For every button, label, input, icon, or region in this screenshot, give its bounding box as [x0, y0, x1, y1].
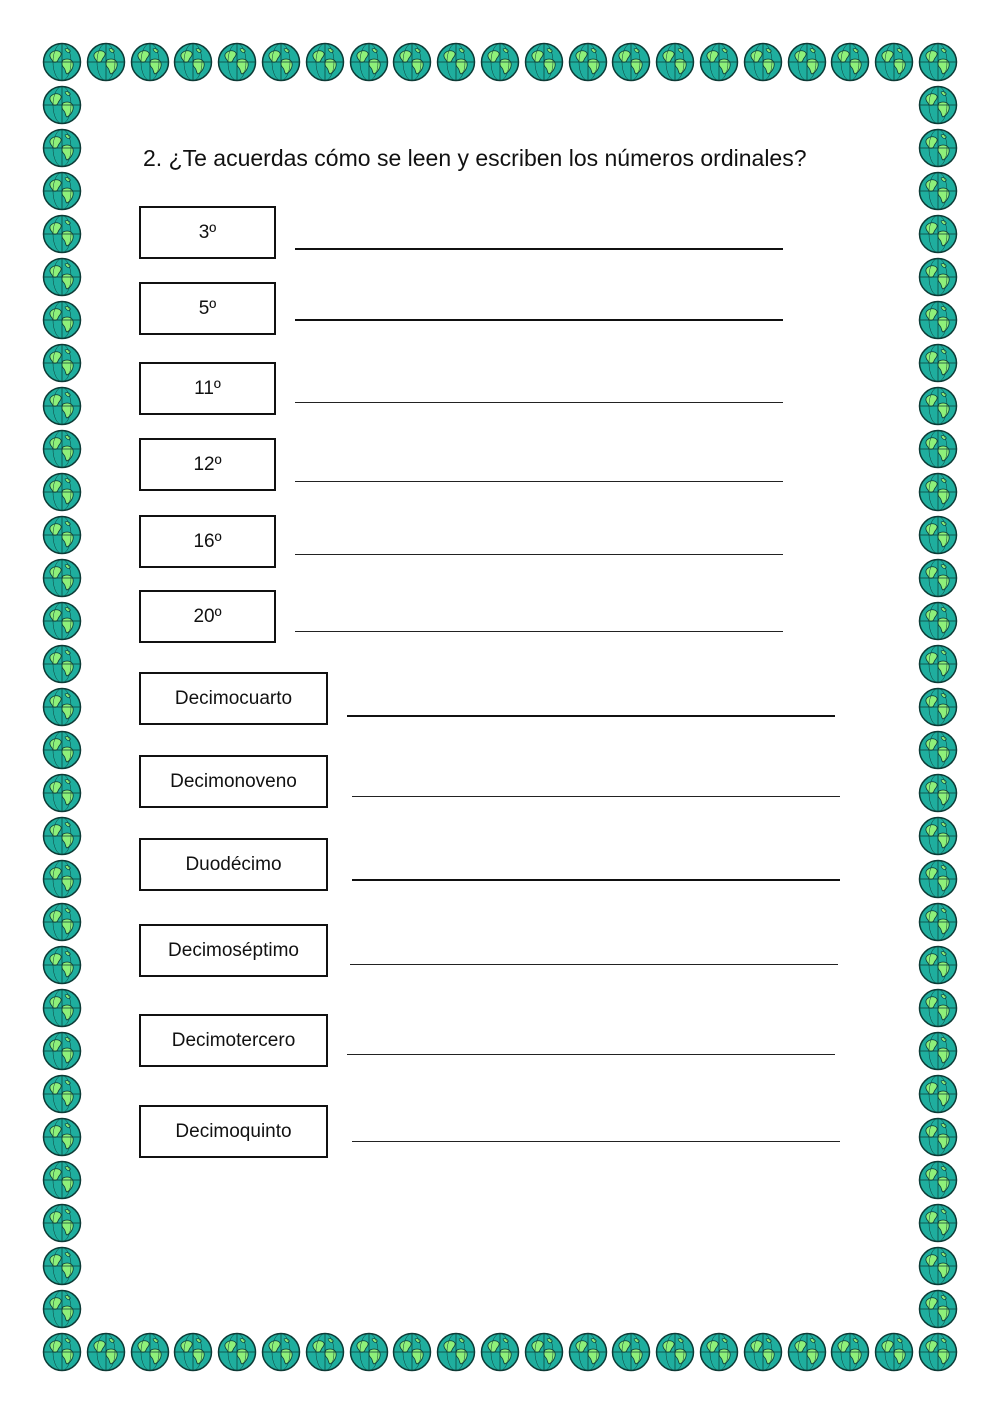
- answer-line[interactable]: [347, 715, 835, 717]
- globe-icon: [42, 945, 82, 985]
- globe-icon: [42, 902, 82, 942]
- globe-icon: [42, 859, 82, 899]
- globe-icon: [42, 1031, 82, 1071]
- ordinal-label: Decimoséptimo: [168, 940, 299, 961]
- globe-icon: [42, 42, 82, 82]
- globe-icon: [918, 773, 958, 813]
- answer-line[interactable]: [295, 319, 783, 321]
- globe-icon: [42, 171, 82, 211]
- answer-line[interactable]: [350, 964, 838, 965]
- globe-icon: [787, 1332, 827, 1372]
- globe-icon: [874, 42, 914, 82]
- globe-icon: [524, 42, 564, 82]
- globe-icon: [918, 257, 958, 297]
- globe-icon: [918, 85, 958, 125]
- globe-icon: [918, 687, 958, 727]
- globe-icon: [918, 515, 958, 555]
- globe-icon: [173, 42, 213, 82]
- globe-icon: [830, 42, 870, 82]
- globe-icon: [130, 1332, 170, 1372]
- globe-icon: [42, 429, 82, 469]
- globe-icon: [918, 816, 958, 856]
- globe-icon: [568, 1332, 608, 1372]
- globe-icon: [918, 945, 958, 985]
- ordinal-label: Duodécimo: [185, 854, 282, 875]
- globe-icon: [830, 1332, 870, 1372]
- globe-icon: [217, 42, 257, 82]
- answer-line[interactable]: [352, 879, 840, 881]
- globe-icon: [392, 1332, 432, 1372]
- globe-icon: [918, 128, 958, 168]
- globe-icon: [480, 1332, 520, 1372]
- globe-icon: [42, 300, 82, 340]
- globe-icon: [655, 42, 695, 82]
- globe-icon: [918, 558, 958, 598]
- globe-icon: [918, 472, 958, 512]
- globe-icon: [918, 42, 958, 82]
- globe-icon: [480, 42, 520, 82]
- ordinal-label: Decimotercero: [171, 1030, 296, 1051]
- globe-icon: [436, 1332, 476, 1372]
- globe-icon: [261, 42, 301, 82]
- ordinal-label-box: [139, 755, 328, 808]
- ordinal-label: 11º: [194, 378, 221, 399]
- globe-icon: [743, 42, 783, 82]
- globe-icon: [918, 859, 958, 899]
- globe-icon: [42, 816, 82, 856]
- globe-icon: [918, 1074, 958, 1114]
- globe-icon: [42, 1289, 82, 1329]
- globe-icon: [918, 1160, 958, 1200]
- globe-icon: [918, 214, 958, 254]
- globe-icon: [261, 1332, 301, 1372]
- globe-icon: [349, 1332, 389, 1372]
- answer-line[interactable]: [352, 796, 840, 797]
- globe-icon: [42, 1117, 82, 1157]
- globe-icon: [42, 214, 82, 254]
- globe-icon: [42, 558, 82, 598]
- answer-line[interactable]: [295, 554, 783, 555]
- ordinal-label-box: [139, 1014, 328, 1067]
- globe-icon: [918, 1332, 958, 1372]
- globe-icon: [918, 1031, 958, 1071]
- globe-icon: [42, 988, 82, 1028]
- ordinal-label-box: [139, 1105, 328, 1158]
- globe-icon: [42, 773, 82, 813]
- globe-icon: [918, 902, 958, 942]
- globe-icon: [42, 1246, 82, 1286]
- globe-icon: [918, 601, 958, 641]
- globe-icon: [42, 687, 82, 727]
- globe-icon: [918, 386, 958, 426]
- globe-icon: [42, 128, 82, 168]
- globe-icon: [918, 1289, 958, 1329]
- globe-icon: [568, 42, 608, 82]
- globe-icon: [874, 1332, 914, 1372]
- globe-icon: [436, 42, 476, 82]
- globe-icon: [42, 1160, 82, 1200]
- globe-icon: [918, 429, 958, 469]
- globe-icon: [86, 42, 126, 82]
- globe-icon: [611, 1332, 651, 1372]
- globe-icon: [305, 42, 345, 82]
- globe-icon: [699, 1332, 739, 1372]
- answer-line[interactable]: [347, 1054, 835, 1055]
- ordinal-label-box: [139, 362, 276, 415]
- ordinal-label: 20º: [193, 606, 222, 627]
- globe-icon: [86, 1332, 126, 1372]
- ordinal-label-box: [139, 438, 276, 491]
- ordinal-label-box: [139, 672, 328, 725]
- globe-icon: [655, 1332, 695, 1372]
- globe-icon: [699, 42, 739, 82]
- globe-icon: [42, 472, 82, 512]
- globe-icon: [918, 343, 958, 383]
- globe-icon: [918, 988, 958, 1028]
- ordinal-label: Decimonoveno: [170, 771, 297, 792]
- globe-icon: [392, 42, 432, 82]
- globe-icon: [918, 730, 958, 770]
- globe-icon: [130, 42, 170, 82]
- ordinal-label: 12º: [193, 454, 222, 475]
- globe-icon: [42, 515, 82, 555]
- ordinal-label-box: [139, 838, 328, 891]
- globe-icon: [42, 1074, 82, 1114]
- globe-icon: [42, 601, 82, 641]
- globe-icon: [787, 42, 827, 82]
- answer-line[interactable]: [352, 1141, 840, 1142]
- globe-icon: [918, 1246, 958, 1286]
- answer-line[interactable]: [295, 248, 783, 250]
- globe-icon: [42, 1203, 82, 1243]
- page-title: 2. ¿Te acuerdas cómo se leen y escriben los números ordinales?: [143, 145, 807, 171]
- globe-icon: [918, 171, 958, 211]
- ordinal-label: Decimoquinto: [175, 1121, 292, 1142]
- globe-icon: [42, 1332, 82, 1372]
- globe-icon: [918, 1117, 958, 1157]
- ordinal-label-box: [139, 515, 276, 568]
- globe-icon: [524, 1332, 564, 1372]
- answer-line[interactable]: [295, 481, 783, 482]
- globe-icon: [611, 42, 651, 82]
- globe-icon: [349, 42, 389, 82]
- ordinal-label: 16º: [193, 531, 222, 552]
- globe-icon: [42, 343, 82, 383]
- ordinal-label: 5º: [198, 298, 217, 319]
- globe-icon: [918, 644, 958, 684]
- globe-icon: [173, 1332, 213, 1372]
- globe-icon: [918, 300, 958, 340]
- ordinal-label-box: [139, 282, 276, 335]
- globe-icon: [42, 730, 82, 770]
- globe-icon: [42, 386, 82, 426]
- answer-line[interactable]: [295, 631, 783, 632]
- ordinal-label-box: [139, 590, 276, 643]
- globe-icon: [42, 644, 82, 684]
- ordinal-label-box: [139, 206, 276, 259]
- globe-icon: [918, 1203, 958, 1243]
- globe-icon: [743, 1332, 783, 1372]
- globe-icon: [305, 1332, 345, 1372]
- answer-line[interactable]: [295, 402, 783, 403]
- ordinal-label-box: [139, 924, 328, 977]
- globe-icon: [42, 85, 82, 125]
- ordinal-label: 3º: [198, 222, 217, 243]
- ordinal-label: Decimocuarto: [174, 688, 293, 709]
- globe-icon: [217, 1332, 257, 1372]
- globe-icon: [42, 257, 82, 297]
